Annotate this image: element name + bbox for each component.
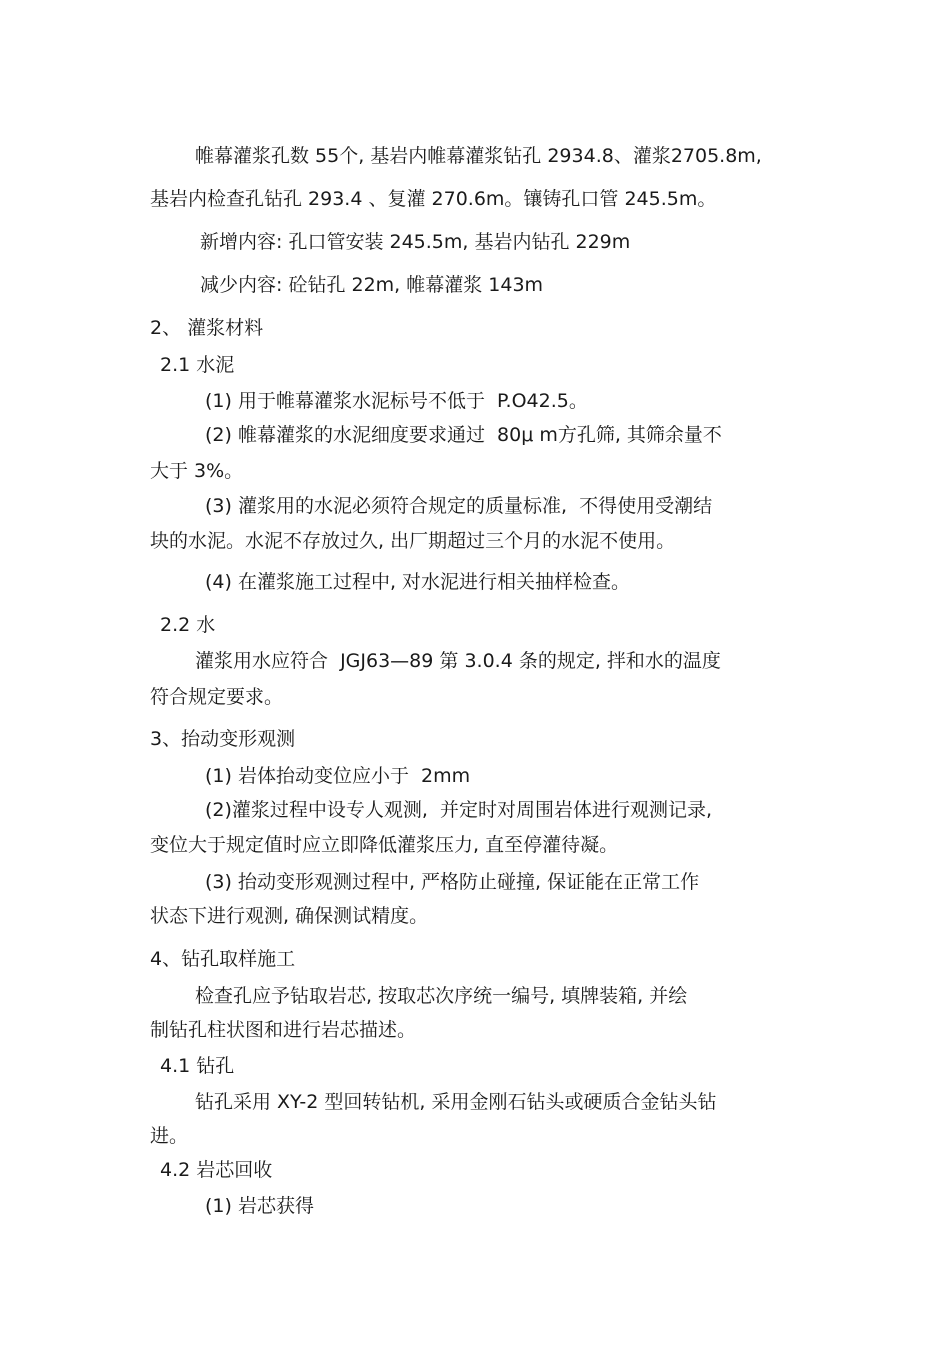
paragraph-line: (2) 帷幕灌浆的水泥细度要求通过 80μ m方孔筛, 其筛余量不 (205, 424, 722, 446)
paragraph-line: 块的水泥。水泥不存放过久, 出厂期超过三个月的水泥不使用。 (150, 530, 676, 552)
section-heading: 4、钻孔取样施工 (150, 948, 296, 970)
paragraph-line: (1) 用于帷幕灌浆水泥标号不低于 P.O42.5。 (205, 390, 588, 412)
paragraph-line: (2)灌浆过程中设专人观测, 并定时对周围岩体进行观测记录, (205, 799, 713, 821)
paragraph-line: 灌浆用水应符合 JGJ63—89 第 3.0.4 条的规定, 拌和水的温度 (195, 650, 721, 672)
paragraph-line: (3) 灌浆用的水泥必须符合规定的质量标准, 不得使用受潮结 (205, 495, 713, 517)
paragraph-line: 进。 (150, 1125, 189, 1147)
paragraph-line: 检查孔应予钻取岩芯, 按取芯次序统一编号, 填牌装箱, 并绘 (195, 985, 688, 1007)
section-heading: 3、抬动变形观测 (150, 728, 296, 750)
paragraph-line: (1) 岩体抬动变位应小于 2mm (205, 765, 471, 787)
subsection-heading: 4.2 岩芯回收 (160, 1159, 273, 1181)
subsection-heading: 2.2 水 (160, 614, 216, 636)
paragraph-line: 帷幕灌浆孔数 55个, 基岩内帷幕灌浆钻孔 2934.8、灌浆2705.8m, (195, 145, 762, 167)
paragraph-line: 钻孔采用 XY-2 型回转钻机, 采用金刚石钻头或硬质合金钻头钻 (195, 1091, 717, 1113)
paragraph-line: 状态下进行观测, 确保测试精度。 (150, 905, 429, 927)
paragraph-line: (3) 抬动变形观测过程中, 严格防止碰撞, 保证能在正常工作 (205, 871, 700, 893)
paragraph-line: (4) 在灌浆施工过程中, 对水泥进行相关抽样检查。 (205, 571, 631, 593)
paragraph-line: 减少内容: 砼钻孔 22m, 帷幕灌浆 143m (200, 274, 544, 296)
paragraph-line: (1) 岩芯获得 (205, 1195, 314, 1217)
paragraph-line: 制钻孔柱状图和进行岩芯描述。 (150, 1019, 417, 1041)
paragraph-line: 基岩内检查孔钻孔 293.4 、复灌 270.6m。镶铸孔口管 245.5m。 (150, 188, 717, 210)
paragraph-line: 大于 3%。 (150, 460, 244, 482)
paragraph-line: 新增内容: 孔口管安装 245.5m, 基岩内钻孔 229m (200, 231, 631, 253)
subsection-heading: 4.1 钻孔 (160, 1055, 235, 1077)
paragraph-line: 变位大于规定值时应立即降低灌浆压力, 直至停灌待凝。 (150, 834, 619, 856)
paragraph-line: 符合规定要求。 (150, 686, 284, 708)
subsection-heading: 2.1 水泥 (160, 354, 235, 376)
section-heading: 2、 灌浆材料 (150, 317, 264, 339)
